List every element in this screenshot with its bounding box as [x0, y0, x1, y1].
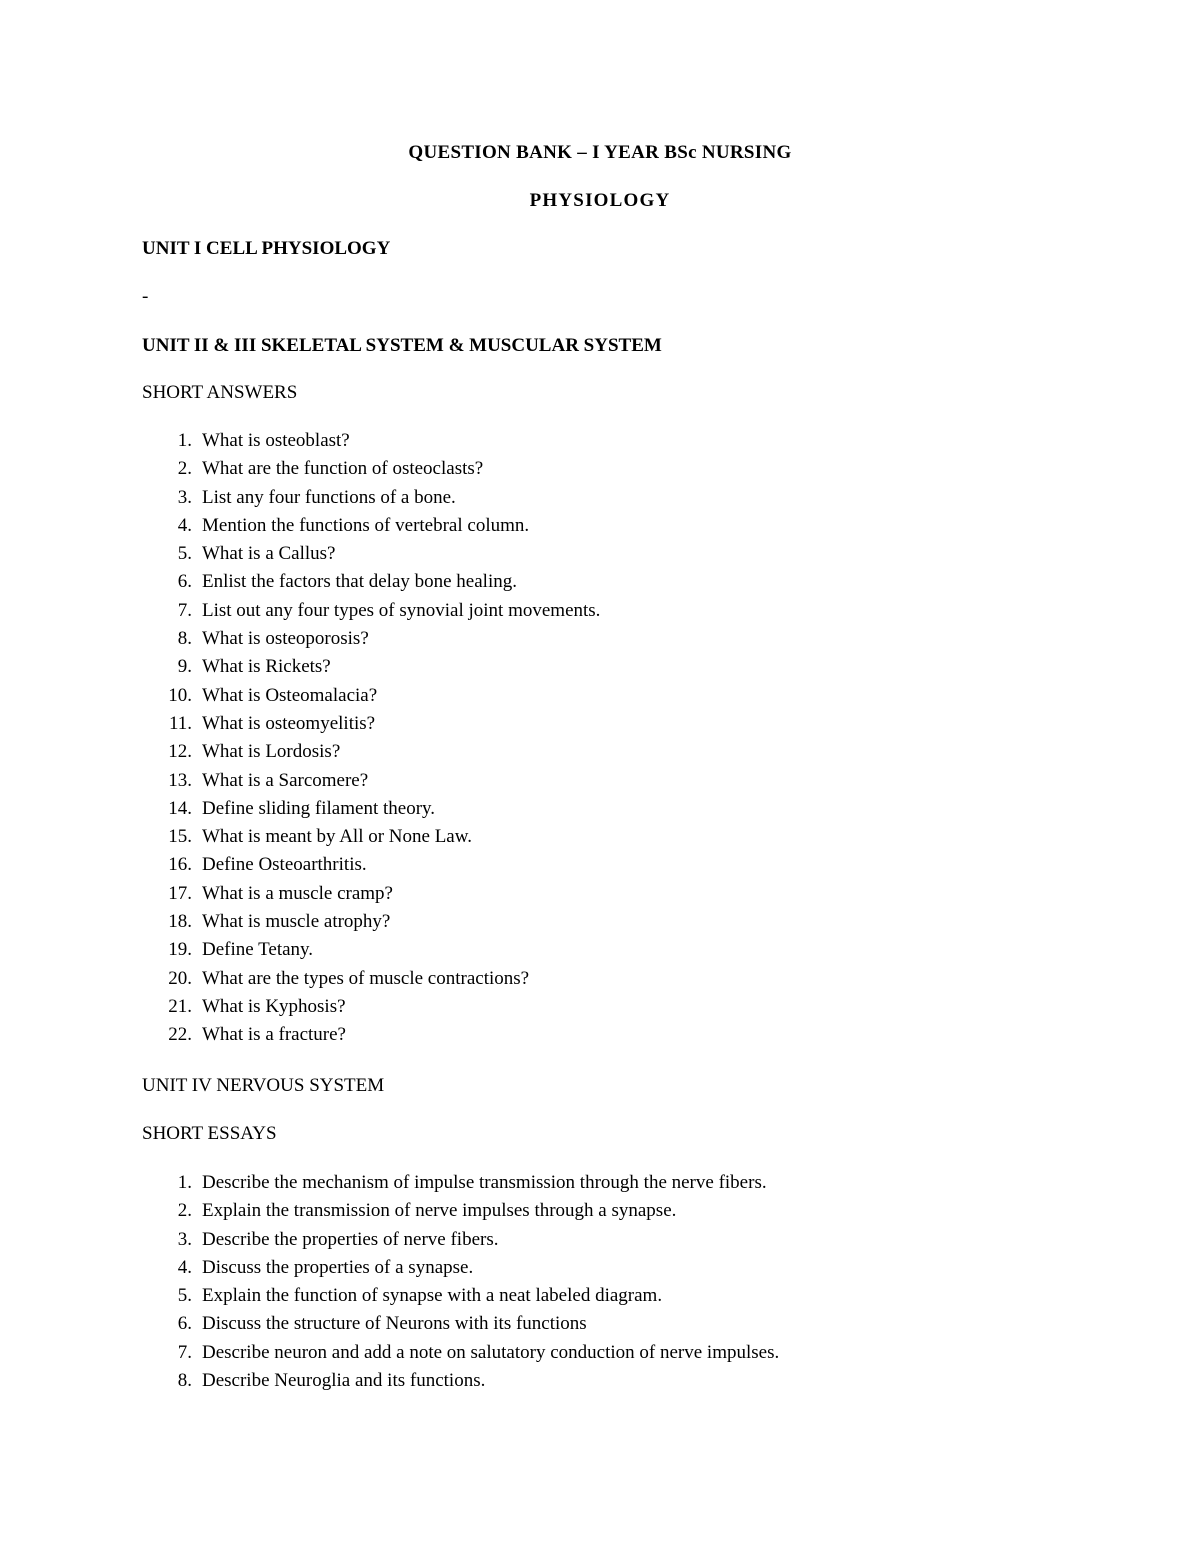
- question-number: 11.: [168, 712, 192, 734]
- question-item: [142, 1282, 779, 1310]
- question-number: 4.: [177, 1256, 192, 1278]
- question-item: [142, 540, 600, 568]
- question-number: 14.: [168, 797, 192, 819]
- question-number: 1.: [177, 430, 192, 451]
- question-item: [142, 1197, 779, 1225]
- question-number: 3.: [177, 486, 192, 508]
- unit-1-heading: UNIT I CELL PHYSIOLOGY: [142, 238, 391, 259]
- question-number: 4.: [177, 514, 192, 536]
- question-text: Define sliding filament theory.: [202, 797, 436, 819]
- question-text: What are the types of muscle contractions?: [202, 967, 530, 989]
- question-text: What is a fracture?: [202, 1024, 346, 1046]
- question-text: Describe the properties of nerve fibers.: [202, 1228, 499, 1250]
- question-text: What is Kyphosis?: [202, 995, 346, 1017]
- document-title: QUESTION BANK – I YEAR BSc NURSING: [408, 142, 792, 163]
- question-number: 7.: [177, 599, 192, 621]
- question-item: [142, 993, 600, 1021]
- question-number: 19.: [168, 939, 192, 961]
- question-number: 12.: [168, 741, 192, 763]
- question-item: [142, 568, 600, 596]
- question-number: 6.: [177, 571, 192, 593]
- question-item: [142, 625, 600, 653]
- question-number: 17.: [168, 882, 192, 904]
- short-essays-label: SHORT ESSAYS: [142, 1123, 277, 1144]
- question-item: [142, 1254, 779, 1282]
- question-item: [142, 738, 600, 766]
- unit-1-dash: -: [142, 286, 149, 307]
- question-number: 9.: [177, 656, 192, 678]
- question-item: [142, 908, 600, 936]
- question-item: [142, 512, 600, 540]
- question-text: Explain the transmission of nerve impulses through a synapse.: [202, 1200, 677, 1222]
- question-number: 5.: [177, 543, 192, 565]
- short-essays-list: [142, 1169, 779, 1395]
- question-text: List out any four types of synovial joint movements.: [202, 599, 601, 621]
- question-number: 7.: [177, 1341, 192, 1363]
- question-number: 1.: [177, 1172, 192, 1193]
- question-text: Describe the mechanism of impulse transmission through the nerve fibers.: [202, 1172, 767, 1193]
- question-item: [142, 1226, 779, 1254]
- question-item: [142, 455, 600, 483]
- question-number: 22.: [168, 1024, 192, 1046]
- question-item: [142, 682, 600, 710]
- question-number: 20.: [168, 967, 192, 989]
- question-text: What is Rickets?: [202, 656, 331, 678]
- question-item: [142, 1169, 779, 1197]
- question-item: [142, 767, 600, 795]
- question-item: [142, 484, 600, 512]
- question-text: What is osteomyelitis?: [202, 712, 376, 734]
- question-item: [142, 1021, 600, 1049]
- question-item: [142, 795, 600, 823]
- question-item: [142, 1339, 779, 1367]
- question-text: Discuss the structure of Neurons with its functions: [202, 1313, 587, 1335]
- question-item: [142, 427, 600, 455]
- short-answers-list: [142, 427, 600, 1050]
- question-text: Describe Neuroglia and its functions.: [202, 1370, 486, 1392]
- question-number: 2.: [177, 1200, 192, 1222]
- question-item: [142, 880, 600, 908]
- question-number: 18.: [168, 911, 192, 933]
- question-text: Define Osteoarthritis.: [202, 854, 367, 876]
- question-number: 13.: [168, 769, 192, 791]
- question-text: Enlist the factors that delay bone healing.: [202, 571, 517, 593]
- question-number: 21.: [168, 995, 192, 1017]
- question-text: What is a Callus?: [202, 543, 336, 565]
- question-text: What is a Sarcomere?: [202, 769, 369, 791]
- question-text: What is a muscle cramp?: [202, 882, 393, 904]
- question-item: [142, 1310, 779, 1338]
- question-text: What is osteoblast?: [202, 430, 350, 451]
- question-number: 6.: [177, 1313, 192, 1335]
- question-text: Mention the functions of vertebral column.: [202, 514, 530, 536]
- question-number: 15.: [168, 826, 192, 848]
- question-number: 2.: [177, 458, 192, 480]
- question-number: 16.: [168, 854, 192, 876]
- question-text: Discuss the properties of a synapse.: [202, 1256, 474, 1278]
- question-text: Describe neuron and add a note on salutatory conduction of nerve impulses.: [202, 1341, 780, 1363]
- short-answers-label: SHORT ANSWERS: [142, 382, 298, 403]
- question-text: Explain the function of synapse with a neat labeled diagram.: [202, 1285, 663, 1307]
- question-text: What is osteoporosis?: [202, 628, 369, 650]
- question-text: Define Tetany.: [202, 939, 314, 961]
- subject-title: PHYSIOLOGY: [529, 190, 671, 211]
- unit-4-heading: UNIT IV NERVOUS SYSTEM: [142, 1075, 385, 1096]
- question-item: [142, 851, 600, 879]
- question-text: What is Lordosis?: [202, 741, 341, 763]
- question-number: 8.: [177, 628, 192, 650]
- question-text: What is muscle atrophy?: [202, 911, 391, 933]
- question-text: List any four functions of a bone.: [202, 486, 456, 508]
- question-number: 8.: [177, 1370, 192, 1392]
- question-item: [142, 597, 600, 625]
- question-item: [142, 710, 600, 738]
- question-item: [142, 965, 600, 993]
- unit-2-3-heading: UNIT II & III SKELETAL SYSTEM & MUSCULAR SYSTEM: [142, 335, 662, 356]
- question-item: [142, 936, 600, 964]
- question-item: [142, 653, 600, 681]
- question-number: 10.: [168, 684, 192, 706]
- question-item: [142, 823, 600, 851]
- question-text: What is meant by All or None Law.: [202, 826, 472, 848]
- question-item: [142, 1367, 779, 1395]
- question-number: 5.: [177, 1285, 192, 1307]
- question-text: What is Osteomalacia?: [202, 684, 378, 706]
- question-number: 3.: [177, 1228, 192, 1250]
- question-text: What are the function of osteoclasts?: [202, 458, 484, 480]
